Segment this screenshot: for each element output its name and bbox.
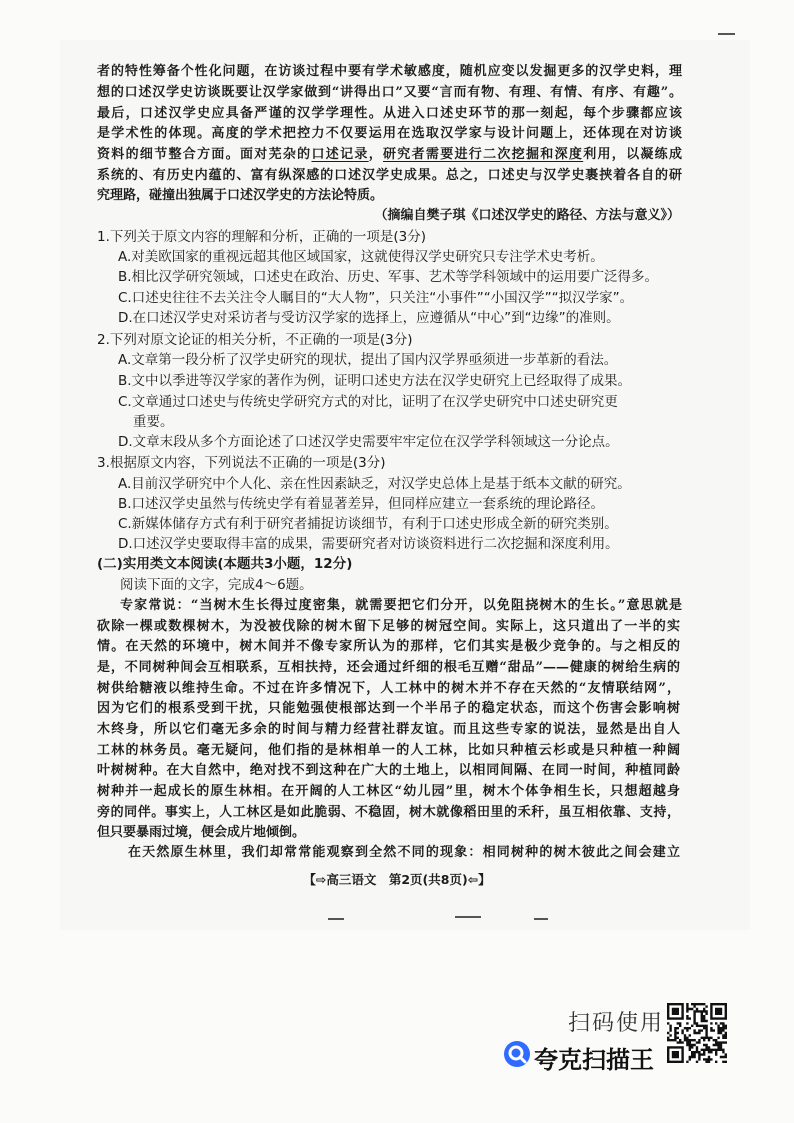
passage1-line: 究理路，碰撞出独属于口述汉学史的方法论特质。 — [97, 188, 384, 203]
passage1-line: 想的口述汉学史访谈既要让汉学家做到“讲得出口”又要“言而有物、有理、有情、有序、有趣”。 — [97, 85, 682, 100]
question-option: C.新媒体储存方式有利于研究者捕捉访谈细节，有利于口述史形成全新的研究类别。 — [118, 516, 618, 532]
passage2-line: 树供给糖液以维持生命。不过在许多情况下，人工林中的树木并不存在天然的“友情联结网”， — [97, 681, 680, 696]
passage2-line: 旁的同伴。事实上，人工林区是如此脆弱、不稳固，树木就像稻田里的禾秆，虽互相依靠、支持， — [97, 805, 680, 820]
passage2-line: 工林的林务员。毫无疑问，他们指的是林相单一的人工林，比如只种植云杉或是只种植一种阔 — [97, 743, 680, 758]
question-stem: 3.根据原文内容，下列说法不正确的一项是(3分) — [97, 455, 386, 471]
section-heading: (二)实用类文本阅读(本题共3小题，12分) — [97, 556, 353, 572]
quark-logo-icon — [503, 1040, 531, 1068]
passage1-line: 者的特性筹备个性化问题，在访谈过程中要有学术敏感度，随机应变以发掘更多的汉学史料，理 — [97, 64, 682, 79]
question-option: D.在口述汉学史对采访者与受访汉学家的选择上，应遵循从“中心”到“边缘”的准则。 — [118, 310, 620, 326]
passage2-line: 但只要暴雨过境，便会成片地倾倒。 — [97, 825, 306, 840]
underlined-segment: 口述记录 — [311, 147, 369, 162]
passage1-source: （摘编自樊子琪《口述汉学史的路径、方法与意义》） — [374, 208, 680, 223]
passage2-line: 木终身，所以它们毫无多余的时间与精力经营社群友谊。而且这些专家的说法，显然是出自人 — [97, 722, 680, 737]
underlined-segment: 研究者需要进行二次挖掘和深度 — [383, 147, 584, 162]
page-footer: 【⇨高三语文 第2页(共8页)⇦】 — [303, 872, 491, 887]
question-stem: 1.下列关于原文内容的理解和分析，正确的一项是(3分) — [97, 229, 427, 245]
question-option: B.相比汉学研究领域，口述史在政治、历史、军事、艺术等学科领域中的运用要广泛得多。 — [118, 269, 659, 285]
passage2-line: 树种并一起成长的原生林相。在开阔的人工林区“幼儿园”里，树木个体争相生长，只想超越身 — [97, 784, 680, 799]
passage2-line: 在天然原生林里，我们却常常能观察到全然不同的现象：相同树种的树木彼此之间会建立 — [128, 845, 680, 860]
passage1-line: 系统的、有历史内蕴的、富有纵深感的口述汉学史成果。总之，口述史与汉学史裹挟着各自的研 — [97, 168, 682, 183]
question-option: B.文中以季进等汉学家的著作为例，证明口述史方法在汉学史研究上已经取得了成果。 — [118, 373, 632, 389]
passage2-line: 情。在天然的环境中，树木间并不像专家所认为的那样，它们其实是极少竞争的。与之相反的 — [97, 639, 680, 654]
text-segment: 利用，以凝练成 — [583, 147, 682, 162]
text-segment: 资料的细节整合方面。面对芜杂的 — [97, 147, 312, 162]
section-instruction: 阅读下面的文字，完成4～6题。 — [120, 577, 313, 593]
question-stem: 2.下列对原文论证的相关分析，不正确的一项是(3分) — [97, 332, 413, 348]
scan-edge-mark — [718, 33, 735, 35]
passage2-line: 砍除一棵或数棵树木，为没被伐除的树木留下足够的树冠空间。实际上，这只道出了一半的实 — [97, 619, 680, 634]
passage2-line: 因为它们的根系受到干扰，只能勉强使根部达到一个半吊子的稳定状态，而这个伤害会影响树 — [97, 701, 680, 716]
passage1-line: 最后，口述汉学史应具备严谨的汉学学理性。从进入口述史环节的那一刻起，每个步骤都应该 — [97, 106, 682, 121]
question-option: A.目前汉学研究中个人化、亲在性因素缺乏，对汉学史总体上是基于纸本文献的研究。 — [118, 476, 631, 492]
scan-artifact — [534, 918, 548, 920]
text-segment: ， — [368, 147, 383, 162]
scan-artifact — [455, 916, 481, 918]
passage2-line: 是，不同树种间会互相联系，互相扶持，还会通过纤细的根毛互赠“甜品”——健康的树给生病的 — [97, 660, 680, 675]
qr-code[interactable] — [667, 1003, 727, 1063]
scan-to-use-label: 扫码使用 — [568, 1011, 665, 1036]
passage2-line: 专家常说：“当树木生长得过度密集，就需要把它们分开，以免阻挠树木的生长。”意思就是 — [120, 598, 682, 613]
question-option: D.口述汉学史要取得丰富的成果，需要研究者对访谈资料进行二次挖掘和深度利用。 — [118, 536, 619, 552]
scanner-brand: 夸克扫描王 — [534, 1046, 654, 1074]
question-option: D.文章末段从多个方面论述了口述汉学史需要牢牢定位在汉学学科领域这一分论点。 — [118, 434, 619, 450]
passage1-line: 是学术性的体现。高度的学术把控力不仅要运用在选取汉学家与设计问题上，还体现在对访谈 — [97, 126, 682, 141]
passage1-line — [97, 146, 682, 164]
question-option: A.文章第一段分析了汉学史研究的现状，提出了国内汉学界亟须进一步革新的看法。 — [118, 352, 618, 368]
question-option: A.对美欧国家的重视远超其他区域国家，这就使得汉学史研究只专注学术史考析。 — [118, 249, 604, 265]
question-option: C.文章通过口述史与传统史学研究方式的对比，证明了在汉学史研究中口述史研究更 — [118, 394, 618, 410]
passage2-line: 叶树树种。在大自然中，绝对找不到这种在广大的土地上，以相同间隔、在同一时间，种植同龄 — [97, 763, 680, 778]
question-option: B.口述汉学史虽然与传统史学有着显著差异，但同样应建立一套系统的理论路径。 — [118, 496, 605, 512]
question-option-continuation: 重要。 — [133, 414, 174, 430]
question-option: C.口述史往往不去关注令人瞩目的“大人物”，只关注“小事件”“小国汉学”“拟汉学家”。 — [118, 290, 634, 306]
scan-artifact — [328, 918, 344, 920]
